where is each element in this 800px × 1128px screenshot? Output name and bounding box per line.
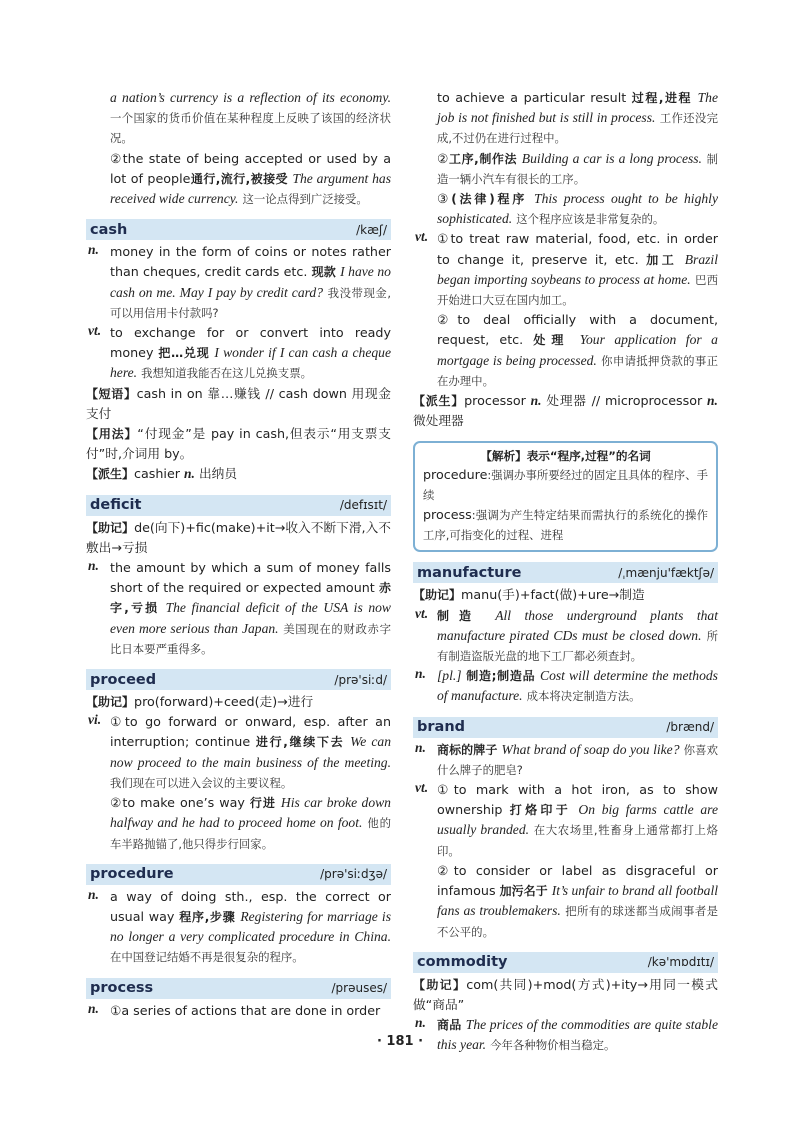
headword-bar-cash bbox=[86, 219, 391, 240]
right-column bbox=[413, 88, 718, 1056]
headword: proceed bbox=[90, 671, 157, 688]
headword-bar-process bbox=[86, 978, 391, 999]
example-zh: 你喜欢什么牌子的肥皂? bbox=[437, 742, 718, 777]
definition: ②to consider or label as disgraceful or infamous bbox=[437, 862, 718, 899]
note-title: 【解析】表示“程序,过程”的名词 bbox=[480, 449, 651, 464]
example-zh: 把所有的球迷都当成闹事者是不公平的。 bbox=[437, 904, 718, 939]
sense-n bbox=[413, 740, 718, 780]
mnemonic bbox=[86, 692, 391, 712]
sense-number: ② bbox=[437, 150, 449, 166]
example-zh: 所有制造盗版光盘的地下工厂都必须查封。 bbox=[437, 628, 718, 664]
definition-zh: 制造 bbox=[437, 608, 482, 623]
mnemonic-text: de(向下)+fic(make)+it→收入不断下滑,入不敷出→亏损 bbox=[86, 519, 391, 555]
definition-zh: (法律)程序 bbox=[451, 192, 528, 207]
currency-continuation bbox=[86, 88, 391, 209]
headword: cash bbox=[90, 221, 128, 238]
definition-zh: 处理 bbox=[533, 333, 570, 348]
sense-n bbox=[86, 1001, 391, 1021]
definition: to exchange for or convert into ready money bbox=[110, 325, 391, 361]
sense-vi bbox=[86, 712, 391, 853]
mnemonic-tag: 【助记】 bbox=[86, 520, 135, 535]
headword: commodity bbox=[417, 954, 508, 971]
mnemonic-text: manu(手)+fact(做)+ure→制造 bbox=[461, 587, 645, 603]
usage bbox=[86, 424, 391, 464]
example-en: On big farms cattle are usually branded. bbox=[437, 802, 718, 838]
derivative-word: cashier bbox=[134, 466, 180, 482]
headword: deficit bbox=[90, 497, 142, 514]
example-zh: 美国现在的财政赤字比日本要严重得多。 bbox=[110, 621, 391, 656]
pos-label: n. bbox=[88, 242, 99, 258]
note-term: process bbox=[423, 507, 472, 523]
example-zh: 制造一辆小汽车有很长的工序。 bbox=[437, 151, 719, 186]
definition-zh: 进行,继续下去 bbox=[255, 735, 345, 750]
example-en: Building a car is a long process. bbox=[521, 150, 702, 166]
mnemonic-text: pro(forward)+ceed(走)→进行 bbox=[134, 694, 314, 710]
sense-vt bbox=[413, 606, 718, 667]
phonetic: /prə'siːd/ bbox=[334, 672, 387, 687]
note-term: procedure bbox=[423, 467, 488, 483]
pos-label: n. bbox=[88, 886, 99, 902]
example-zh: 今年各种物价相当稳定。 bbox=[490, 1038, 616, 1053]
example-en: The prices of the commodities are quite stable this year. bbox=[437, 1017, 718, 1053]
mnemonic-tag: 【助记】 bbox=[413, 588, 462, 603]
sense-def: ②the state of being accepted or used by a lot of people bbox=[110, 150, 391, 186]
definition-zh: 程序,步骤 bbox=[179, 909, 236, 924]
definition: money in the form of coins or notes rather than cheques, credit cards etc. bbox=[110, 244, 391, 280]
definition: ①a series of actions that are done in order bbox=[110, 1002, 381, 1018]
process-continuation bbox=[413, 88, 718, 229]
definition-zh: 加工 bbox=[646, 252, 678, 267]
example-en: Brazil began importing soybeans to process at home. bbox=[437, 251, 718, 287]
pos-label: n. bbox=[415, 666, 426, 682]
derivative-zh: 出纳员 bbox=[198, 466, 238, 482]
sense-vt bbox=[86, 323, 391, 384]
pos-label: vt. bbox=[415, 605, 429, 621]
example-en: His car broke down halfway and he had to proceed home on foot. bbox=[110, 795, 391, 831]
example-en: The job is not finished but is still in process. bbox=[437, 90, 718, 126]
sense-n bbox=[86, 887, 391, 968]
phonetic: /kæʃ/ bbox=[356, 222, 387, 237]
separator: // bbox=[591, 393, 601, 409]
derivative-zh: 处理器 bbox=[546, 393, 587, 409]
example-zh: 一个国家的货币价值在某种程度上反映了该国的经济状况。 bbox=[110, 111, 391, 146]
derivative bbox=[413, 391, 718, 431]
mnemonic bbox=[413, 975, 718, 1015]
definition-zh: 打烙印于 bbox=[509, 803, 572, 818]
usage-tag: 【用法】 bbox=[86, 427, 138, 442]
example-en: It’s unfair to brand all football fans as troublemakers. bbox=[437, 883, 718, 919]
definition-zh: 现款 bbox=[311, 265, 336, 280]
sense-vt bbox=[413, 780, 718, 942]
definition-zh: 制造;制造品 bbox=[466, 669, 536, 684]
example-en: The argument has received wide currency. bbox=[110, 170, 392, 207]
grammar-note: [pl.] bbox=[437, 668, 462, 684]
headword: process bbox=[90, 980, 154, 997]
analysis-note-box bbox=[413, 441, 718, 552]
sense-n bbox=[413, 666, 718, 706]
derivative-tag: 【派生】 bbox=[86, 467, 135, 482]
derivative-tag: 【派生】 bbox=[413, 394, 465, 409]
example-en: a nation’s currency is a reflection of its economy. bbox=[110, 90, 391, 105]
headword-bar-proceed bbox=[86, 669, 391, 690]
pos-label: n. bbox=[530, 393, 542, 409]
derivative-word: processor bbox=[464, 393, 526, 409]
headword-bar-procedure bbox=[86, 864, 391, 885]
phonetic: /ˌmænju'fæktʃə/ bbox=[618, 565, 714, 580]
example-zh: 这个程序应该是非常复杂的。 bbox=[516, 212, 665, 227]
pos-label: vt. bbox=[88, 323, 102, 339]
usage-text: “付现金”是 pay in cash,但表示“用支票支付”时,介词用 by。 bbox=[86, 426, 391, 462]
definition: the amount by which a sum of money falls short of the required or expected amount bbox=[110, 560, 391, 596]
example-en: What brand of soap do you like? bbox=[501, 741, 680, 757]
headword-bar-brand bbox=[413, 717, 718, 738]
example-en: I wonder if I can cash a cheque here. bbox=[110, 345, 391, 381]
headword: brand bbox=[417, 719, 466, 736]
mnemonic-text: com(共同)+mod(方式)+ity→用同一模式做“商品” bbox=[413, 976, 718, 1012]
phrases-tag: 【短语】 bbox=[86, 386, 137, 401]
definition: ①to mark with a hot iron, as to show ownership bbox=[437, 782, 718, 818]
headword-bar-deficit bbox=[86, 495, 391, 516]
note-text: :强调办事所要经过的固定且具体的程序、手续 bbox=[423, 468, 708, 503]
mnemonic-tag: 【助记】 bbox=[413, 977, 467, 992]
headword: manufacture bbox=[417, 564, 522, 581]
phrases-text: cash in on 靠…赚钱 // cash down 用现金支付 bbox=[86, 385, 391, 421]
mnemonic bbox=[86, 518, 391, 558]
definition-zh: 行进 bbox=[249, 796, 276, 811]
phonetic: /prə'siːdʒə/ bbox=[320, 867, 387, 882]
headword-bar-commodity bbox=[413, 952, 718, 973]
definition: a way of doing sth., esp. the correct or usual way bbox=[110, 888, 391, 924]
definition: ①to go forward or onward, esp. after an interruption; continue bbox=[110, 714, 391, 750]
pos-label: n. bbox=[415, 739, 426, 755]
sense-vt bbox=[413, 229, 718, 391]
sense-n bbox=[86, 558, 391, 659]
example-zh: 我想知道我能否在这儿兑换支票。 bbox=[141, 366, 312, 381]
pos-label: vi. bbox=[88, 712, 102, 728]
pos-label: n. bbox=[415, 1015, 426, 1031]
example-en: Registering for marriage is no longer a very complicated procedure in China. bbox=[110, 908, 391, 945]
note-text: :强调为产生特定结果而需执行的系统化的操作工序,可指变化的过程、进程 bbox=[423, 508, 708, 543]
example-en: Your application for a mortgage is being processed. bbox=[437, 332, 718, 368]
example-zh: 我没带现金,可以用信用卡付款吗? bbox=[110, 285, 391, 320]
example-zh: 成本将决定制造方法。 bbox=[526, 689, 641, 704]
sense-number: ③ bbox=[437, 191, 452, 207]
phonetic: /prəuses/ bbox=[331, 981, 387, 996]
pos-label: n. bbox=[88, 558, 99, 574]
example-en: All those underground plants that manufacture pirated CDs must be closed down. bbox=[437, 607, 718, 643]
definition-zh: 赤字,亏损 bbox=[110, 581, 391, 616]
example-zh: 在中国登记结婚不再是很复杂的程序。 bbox=[110, 950, 304, 965]
definition-zh: 商品 bbox=[437, 1018, 462, 1033]
example-en: Cost will determine the methods of manufacture. bbox=[437, 668, 718, 704]
sense-n bbox=[86, 242, 391, 323]
headword-bar-manufacture bbox=[413, 562, 718, 583]
example-en: The financial deficit of the USA is now even more serious than Japan. bbox=[110, 600, 391, 636]
phonetic: /defɪsɪt/ bbox=[339, 498, 387, 513]
derivative bbox=[86, 464, 391, 484]
example-en: I have no cash on me. May I pay by credit card? bbox=[110, 264, 391, 300]
definition-zh: 把…兑现 bbox=[158, 346, 210, 361]
pos-label: n. bbox=[88, 1000, 99, 1016]
definition: ②to deal officially with a document, request, etc. bbox=[437, 312, 718, 348]
definition-zh: 商标的牌子 bbox=[437, 742, 498, 757]
definition-zh: 工序,制作法 bbox=[448, 151, 518, 166]
definition-zh: 过程,进程 bbox=[631, 91, 693, 105]
example-zh: 他的车半路抛锚了,他只得步行回家。 bbox=[110, 816, 391, 851]
example-zh: 工作还没完成,不过仍在进行过程中。 bbox=[437, 111, 718, 146]
headword: procedure bbox=[90, 866, 174, 883]
derivative-zh: 微处理器 bbox=[413, 413, 464, 429]
phonetic: /brænd/ bbox=[666, 720, 714, 735]
sense-zh: 通行,流行,被接受 bbox=[190, 171, 288, 186]
example-zh: 在大农场里,牲畜身上通常都打上烙印。 bbox=[437, 823, 718, 858]
example-en: We can now proceed to the main business of the meeting. bbox=[110, 734, 391, 770]
definition: ①to treat raw material, food, etc. in order to change it, preserve it, etc. bbox=[437, 231, 718, 267]
example-en: This process ought to be highly sophisticated. bbox=[437, 191, 718, 227]
page-number: · 181 · bbox=[376, 1034, 424, 1049]
example-zh: 这一论点得到广泛接受。 bbox=[242, 192, 368, 207]
pos-label: vt. bbox=[415, 229, 429, 245]
derivative-word: microprocessor bbox=[604, 393, 703, 409]
pos-label: n. bbox=[184, 466, 195, 482]
example-zh: 你申请抵押贷款的事正在办理中。 bbox=[437, 353, 718, 388]
left-column bbox=[86, 88, 391, 1021]
phonetic: /kə'mɒdɪtɪ/ bbox=[647, 955, 714, 970]
definition-zh: 加污名于 bbox=[499, 884, 548, 899]
mnemonic bbox=[413, 585, 718, 605]
example-zh: 我们现在可以进入会议的主要议程。 bbox=[110, 775, 293, 790]
phrases bbox=[86, 384, 391, 424]
pos-label: n. bbox=[707, 393, 718, 409]
definition: to achieve a particular result bbox=[437, 90, 627, 105]
mnemonic-tag: 【助记】 bbox=[86, 695, 135, 710]
definition: ②to make one’s way bbox=[110, 795, 245, 811]
example-zh: 巴西开始进口大豆在国内加工。 bbox=[437, 272, 718, 308]
pos-label: vt. bbox=[415, 780, 429, 796]
